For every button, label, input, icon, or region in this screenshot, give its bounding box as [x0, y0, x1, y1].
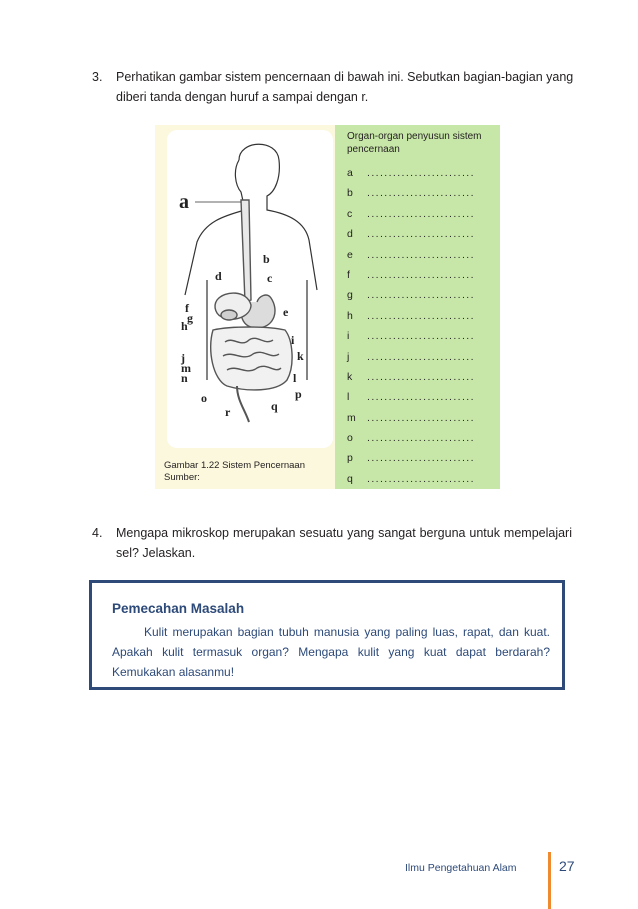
label-j: j: [181, 351, 185, 365]
label-r: r: [225, 405, 231, 419]
label-k: k: [297, 349, 304, 363]
answer-row: [347, 224, 497, 244]
answer-row: [347, 408, 497, 428]
label-p: p: [295, 387, 302, 401]
label-a: a: [179, 191, 189, 213]
answer-blank[interactable]: .........................: [367, 391, 475, 404]
answer-row: [347, 204, 497, 224]
answer-row: [347, 285, 497, 305]
label-b: b: [263, 252, 270, 266]
problem-solving-box: [89, 580, 565, 690]
answer-letter: j: [347, 350, 350, 363]
answer-letter: c: [347, 207, 353, 220]
answer-blank[interactable]: .........................: [367, 187, 475, 200]
answer-row: [347, 367, 497, 387]
answer-row: [347, 306, 497, 326]
answer-letter: h: [347, 309, 353, 322]
question-3: [92, 67, 582, 109]
answer-letter: g: [347, 289, 353, 302]
caption-source: Sumber:: [164, 472, 200, 483]
answer-letter: l: [347, 391, 350, 404]
figure-caption: [164, 460, 305, 484]
answer-letter: q: [347, 472, 353, 485]
answer-letter: k: [347, 370, 353, 383]
answer-letter: o: [347, 432, 353, 445]
answer-row: [347, 448, 497, 468]
answer-row: [347, 326, 497, 346]
page-number: 27: [559, 858, 575, 874]
caption-title: Gambar 1.22 Sistem Pencernaan: [164, 460, 305, 471]
answer-blank[interactable]: .........................: [367, 452, 475, 465]
organ-answer-panel: [335, 125, 500, 489]
answer-list: [347, 163, 497, 489]
question-3-text: Perhatikan gambar sistem pencernaan di bawah ini. Sebutkan bagian-bagian yang diberi tanda dengan huruf a sampai dengan r.: [116, 70, 574, 104]
answer-row: [347, 347, 497, 367]
answer-letter: p: [347, 452, 353, 465]
answer-blank[interactable]: .........................: [367, 289, 475, 302]
label-o: o: [201, 391, 207, 405]
answer-row: [347, 163, 497, 183]
question-3-number: 3.: [92, 70, 103, 84]
answer-blank[interactable]: .........................: [367, 472, 475, 485]
answer-blank[interactable]: .........................: [367, 207, 475, 220]
problem-text: Kulit merupakan bagian tubuh manusia yang paling luas, rapat, dan kuat. Apakah kulit termasuk organ? Mengapa kulit yang kuat dapat berdarah? Kemukakan alasanmu!: [112, 625, 550, 679]
answer-letter: b: [347, 187, 353, 200]
answer-letter: d: [347, 228, 353, 241]
label-h: h: [181, 319, 188, 333]
label-d: d: [215, 269, 222, 283]
digestive-system-diagram: [167, 130, 333, 448]
answer-row: [347, 245, 497, 265]
answer-blank[interactable]: .........................: [367, 268, 475, 281]
answer-blank[interactable]: .........................: [367, 432, 475, 445]
footer-divider: [548, 852, 551, 909]
problem-title: Pemecahan Masalah: [112, 601, 245, 616]
answer-row: [347, 265, 497, 285]
footer-book-title: Ilmu Pengetahuan Alam: [405, 862, 517, 874]
label-c: c: [267, 271, 273, 285]
label-i: i: [291, 333, 295, 347]
answer-blank[interactable]: .........................: [367, 248, 475, 261]
answer-blank[interactable]: .........................: [367, 350, 475, 363]
answer-letter: a: [347, 167, 353, 179]
answer-row: [347, 469, 497, 489]
answer-letter: f: [347, 268, 350, 281]
answer-row: [347, 183, 497, 203]
question-4: [92, 523, 572, 565]
organ-shapes: [211, 200, 292, 422]
label-l: l: [293, 371, 297, 385]
answer-blank[interactable]: .........................: [367, 309, 475, 322]
answer-letter: i: [347, 330, 350, 343]
question-4-text: Mengapa mikroskop merupakan sesuatu yang sangat berguna untuk mempelajari sel? Jelaskan.: [116, 526, 572, 560]
answer-letter: e: [347, 248, 353, 261]
answer-blank[interactable]: .........................: [367, 167, 475, 179]
answer-blank[interactable]: .........................: [367, 411, 475, 424]
question-4-number: 4.: [92, 526, 103, 540]
answer-letter: m: [347, 411, 356, 424]
label-m: m: [181, 361, 191, 375]
answer-row: [347, 428, 497, 448]
answer-blank[interactable]: .........................: [367, 228, 475, 241]
label-q: q: [271, 399, 278, 413]
label-f: f: [185, 301, 189, 315]
digestive-system-illustration: [167, 130, 333, 448]
label-n: n: [181, 371, 188, 385]
label-e: e: [283, 305, 289, 319]
answer-blank[interactable]: .........................: [367, 330, 475, 343]
organ-panel-title: Organ-organ penyusun sistem pencernaan: [347, 131, 482, 155]
answer-blank[interactable]: .........................: [367, 370, 475, 383]
answer-row: [347, 387, 497, 407]
label-g: g: [187, 311, 193, 325]
